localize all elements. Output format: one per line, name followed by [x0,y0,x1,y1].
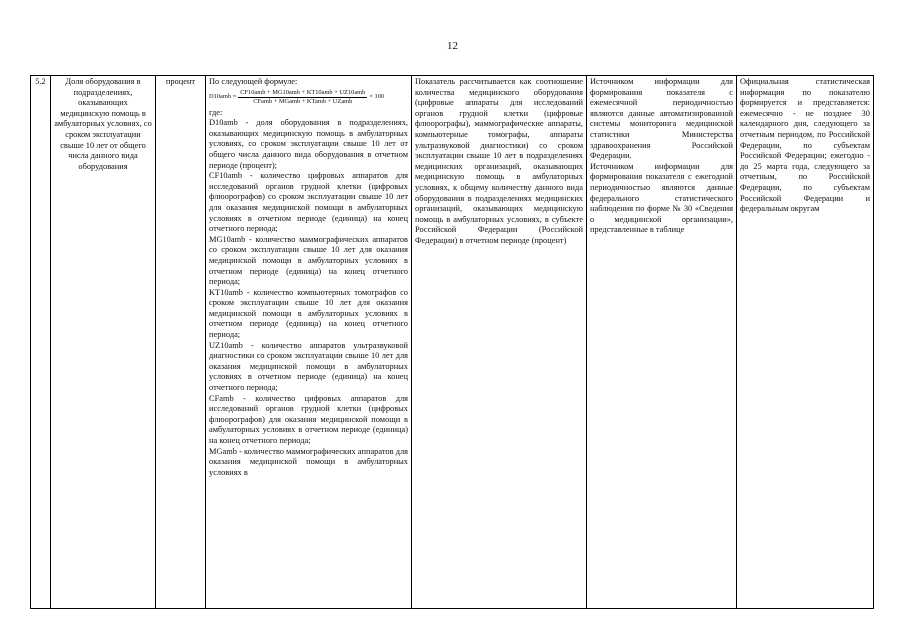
formula-where: где: [209,107,223,117]
formula-numerator: CF10amb + MG10amb + KT10amb + UZ10amb [240,88,366,96]
page-number: 12 [447,40,458,52]
definition: UZ10amb - количество аппаратов ультразвуковой диагностики со сроком эксплуатации свыше 10 лет для оказания медицинской помощи в амбулаторных условиях в отчетном периоде (единица) на конец отчетного периода; [209,340,408,393]
formula-cell [206,76,412,609]
indicator-table [30,75,874,609]
formula-fraction [238,89,367,106]
definition: MG10amb - количество маммографических аппаратов со сроком эксплуатации свыше 10 лет для оказания медицинской помощи в амбулаторных условиях в отчетном периоде (единица) на конец отчетного периода; [209,234,408,287]
formula-denominator: CFamb + MGamb + KTamb + UZamb [253,97,353,105]
calculation-method: Показатель рассчитывается как соотношение количества медицинского оборудования (цифровые аппараты для исследований органов грудной клетки (цифровые флюорографы), маммографические аппараты, компьютерные томографы, аппараты ультразвуковой диагностики) со сроком эксплуатации свыше 10 лет в подразделениях медицинских организаций, оказывающих медицинскую помощь в амбулаторных условиях, к общему количеству данного вида оборудования в подразделениях медицинских организаций, оказывающих медицинскую помощь в амбулаторных условиях, в субъекте Российской Федерации (Российской Федерации) в отчетном периоде (процент) [412,76,587,609]
formula-intro: По следующей формуле: [209,77,298,86]
indicator-name: Доля оборудования в подразделениях, оказывающих медицинскую помощь в амбулаторных условиях, со сроком эксплуатации свыше 10 лет от общего числа данного вида оборудования [51,76,156,609]
definition: CFamb - количество цифровых аппаратов для исследований органов грудной клетки (цифровых флюорографов) для оказания медицинской помощи в амбулаторных условиях в отчетном периоде (единица) на конец отчетного периода; [209,393,408,445]
publication-schedule: Официальная статистическая информация по показателю формируется и представляется: ежемесячно - не позднее 30 календарного дня, следующего за отчетным периодом, по Российской Федерации, по субъектам Российской Федерации; ежегодно - до 25 марта года, следующего за отчетным, по Российской Федерации, по субъектам Российской Федерации и федеральным округам [737,76,874,609]
definition: MGamb - количество маммографических аппаратов для оказания медицинской помощи в амбулаторных условиях в [209,446,408,477]
formula-multiplier: × 100 [369,93,385,101]
table-row [31,76,874,609]
data-source: Источником информации для формирования показателя с ежемесячной периодичностью являются данные автоматизированной системы мониторинга медицинской статистики Министерства здравоохранения Российской Федерации. [590,77,733,161]
data-source: Источником информации для формирования показателя с ежегодной периодичностью являются данные федерального статистического наблюдения по форме № 30 «Сведения о медицинской организации», представленные в таблице [590,161,733,235]
formula [209,89,408,106]
definition: KT10amb - количество компьютерных томографов со сроком эксплуатации свыше 10 лет для оказания медицинской помощи в амбулаторных условиях в отчетном периоде (единица) на конец отчетного периода; [209,287,408,340]
unit-of-measure: процент [156,76,206,609]
data-sources-cell [587,76,737,609]
formula-lhs: D10amb = [209,93,237,101]
row-number: 5.2 [31,76,51,609]
definition: D10amb - доля оборудования в подразделениях, оказывающих медицинскую помощь в амбулаторных условиях, со сроком эксплуатации свыше 10 лет от общего числа данного вида оборудования в отчетном периоде (процент); [209,118,408,170]
definition: CF10amb - количество цифровых аппаратов для исследований органов грудной клетки (цифровых флюорографов) со сроком эксплуатации свыше 10 лет для оказания медицинской помощи в амбулаторных условиях в отчетном периоде (единица) на конец отчетного периода; [209,171,408,234]
